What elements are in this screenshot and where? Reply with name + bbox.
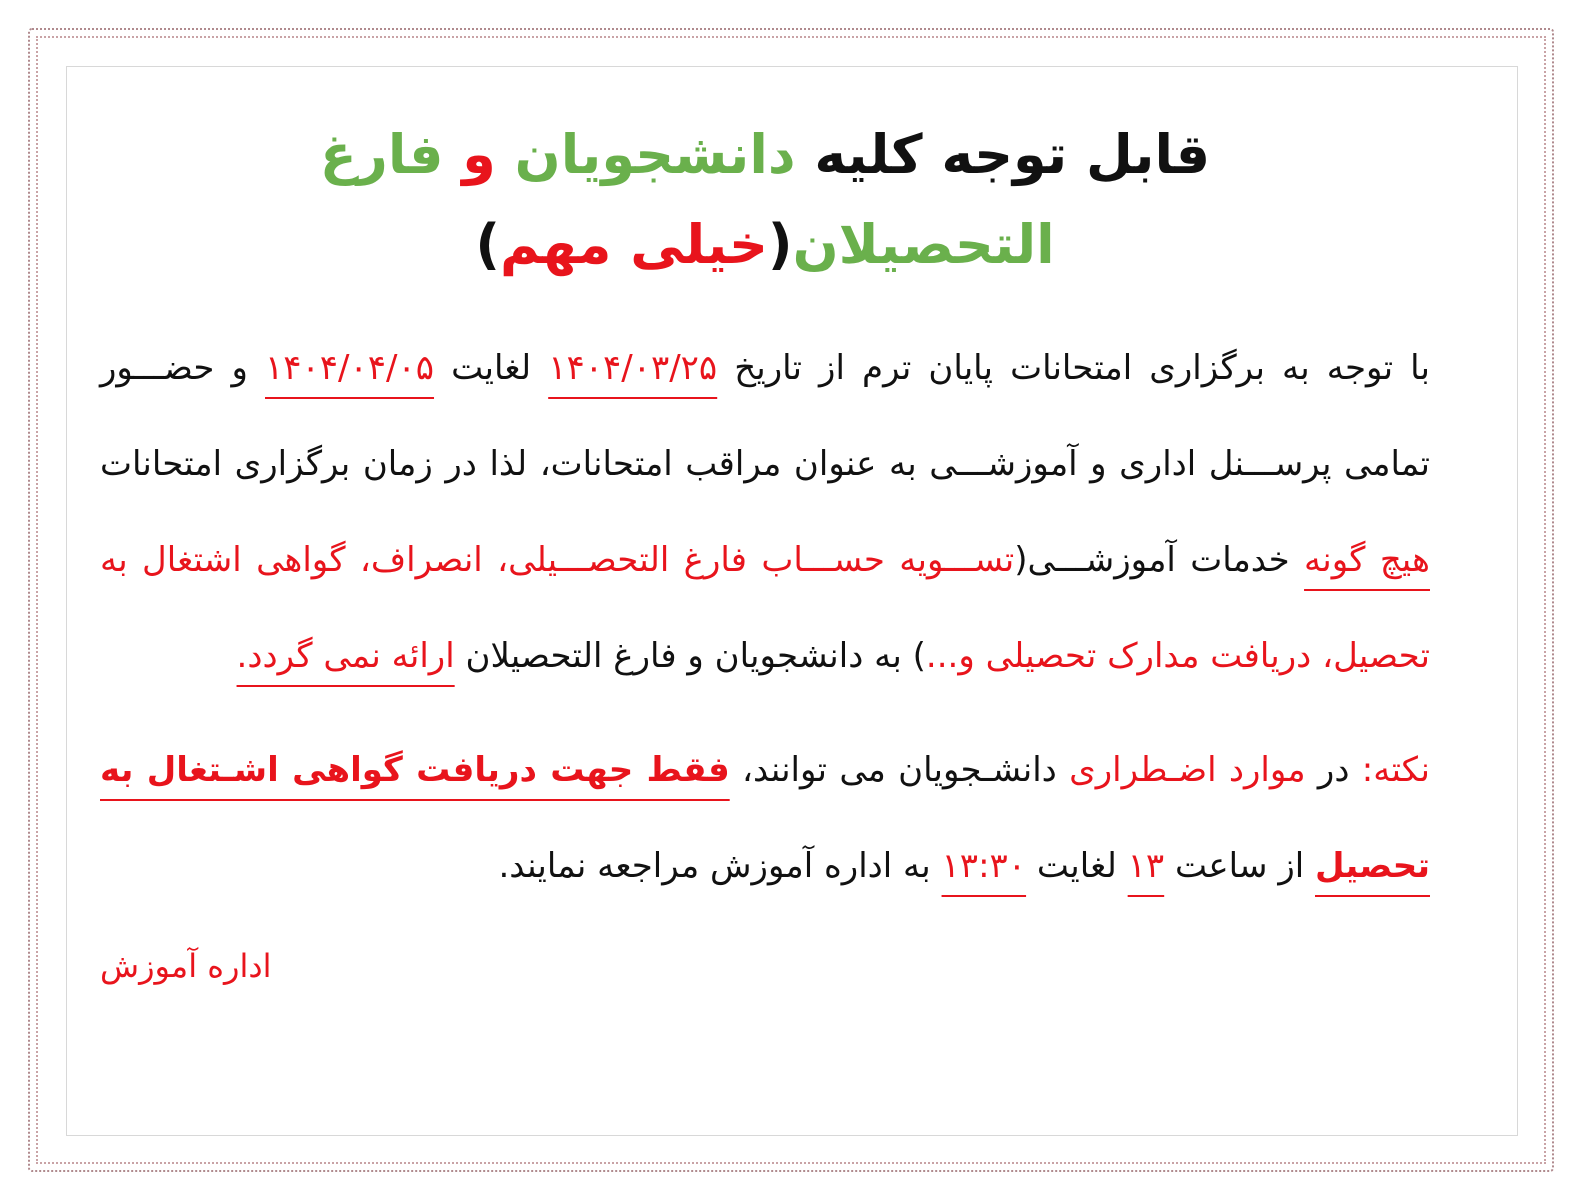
title-graduates: فارغ التحصیلان <box>319 123 1055 276</box>
notice-body <box>100 320 1430 704</box>
title-very-important: خیلی مهم <box>500 213 768 276</box>
note-text-2: دانشـجویان می توانند، <box>729 750 1070 790</box>
signature: اداره آموزش <box>100 947 272 985</box>
note-only-for: فقط جهت دریافت گواهی اشـتغال به تحصیل <box>100 750 1430 886</box>
note-text-5: به اداره آموزش مراجعه نمایند. <box>498 846 942 886</box>
note-hour-start: ۱۳ <box>1127 846 1165 886</box>
body-text-1: با توجه به برگزاری امتحانات پایان ترم از تاریخ <box>717 348 1430 388</box>
title-paren-open: ( <box>767 213 793 276</box>
notice-title <box>100 110 1430 290</box>
notice-note <box>100 722 1430 914</box>
not-provided: ارائه نمی گردد. <box>236 636 455 676</box>
note-text-3: از ساعت <box>1164 846 1315 886</box>
note-text-4: لغایت <box>1026 846 1128 886</box>
none-kind: هیچ گونه <box>1304 540 1430 580</box>
note-label: نکته: <box>1361 750 1430 790</box>
services-list: تســـویه حســـاب فارغ التحصـــیلی، انصراف، گواهی اشتغال به تحصیل، دریافت مدارک تحصیلی و... <box>100 540 1430 676</box>
note-urgent: موارد اضـطراری <box>1069 750 1306 790</box>
body-text-4: خدمات آموزشـــی( <box>1014 540 1305 580</box>
note-hour-end: ۱۳:۳۰ <box>941 846 1027 886</box>
note-text-1: در <box>1305 750 1362 790</box>
title-paren-close: ) <box>475 213 501 276</box>
date-start: ۱۴۰۴/۰۳/۲۵ <box>548 348 718 388</box>
title-and: و <box>443 123 515 186</box>
date-end: ۱۴۰۴/۰۴/۰۵ <box>265 348 435 388</box>
title-part-1: قابل توجه کلیه <box>795 123 1211 186</box>
body-text-5: ) به دانشجویان و فارغ التحصیلان <box>454 636 926 676</box>
body-text-3: و حضـــور تمامی پرســـنل اداری و آموزشـــی به عنوان مراقب امتحانات، لذا در زمان برگزاری امتحانات <box>100 348 1430 484</box>
title-students: دانشجویان <box>514 123 796 186</box>
body-text-2: لغایت <box>434 348 549 388</box>
notice-document <box>100 110 1430 996</box>
